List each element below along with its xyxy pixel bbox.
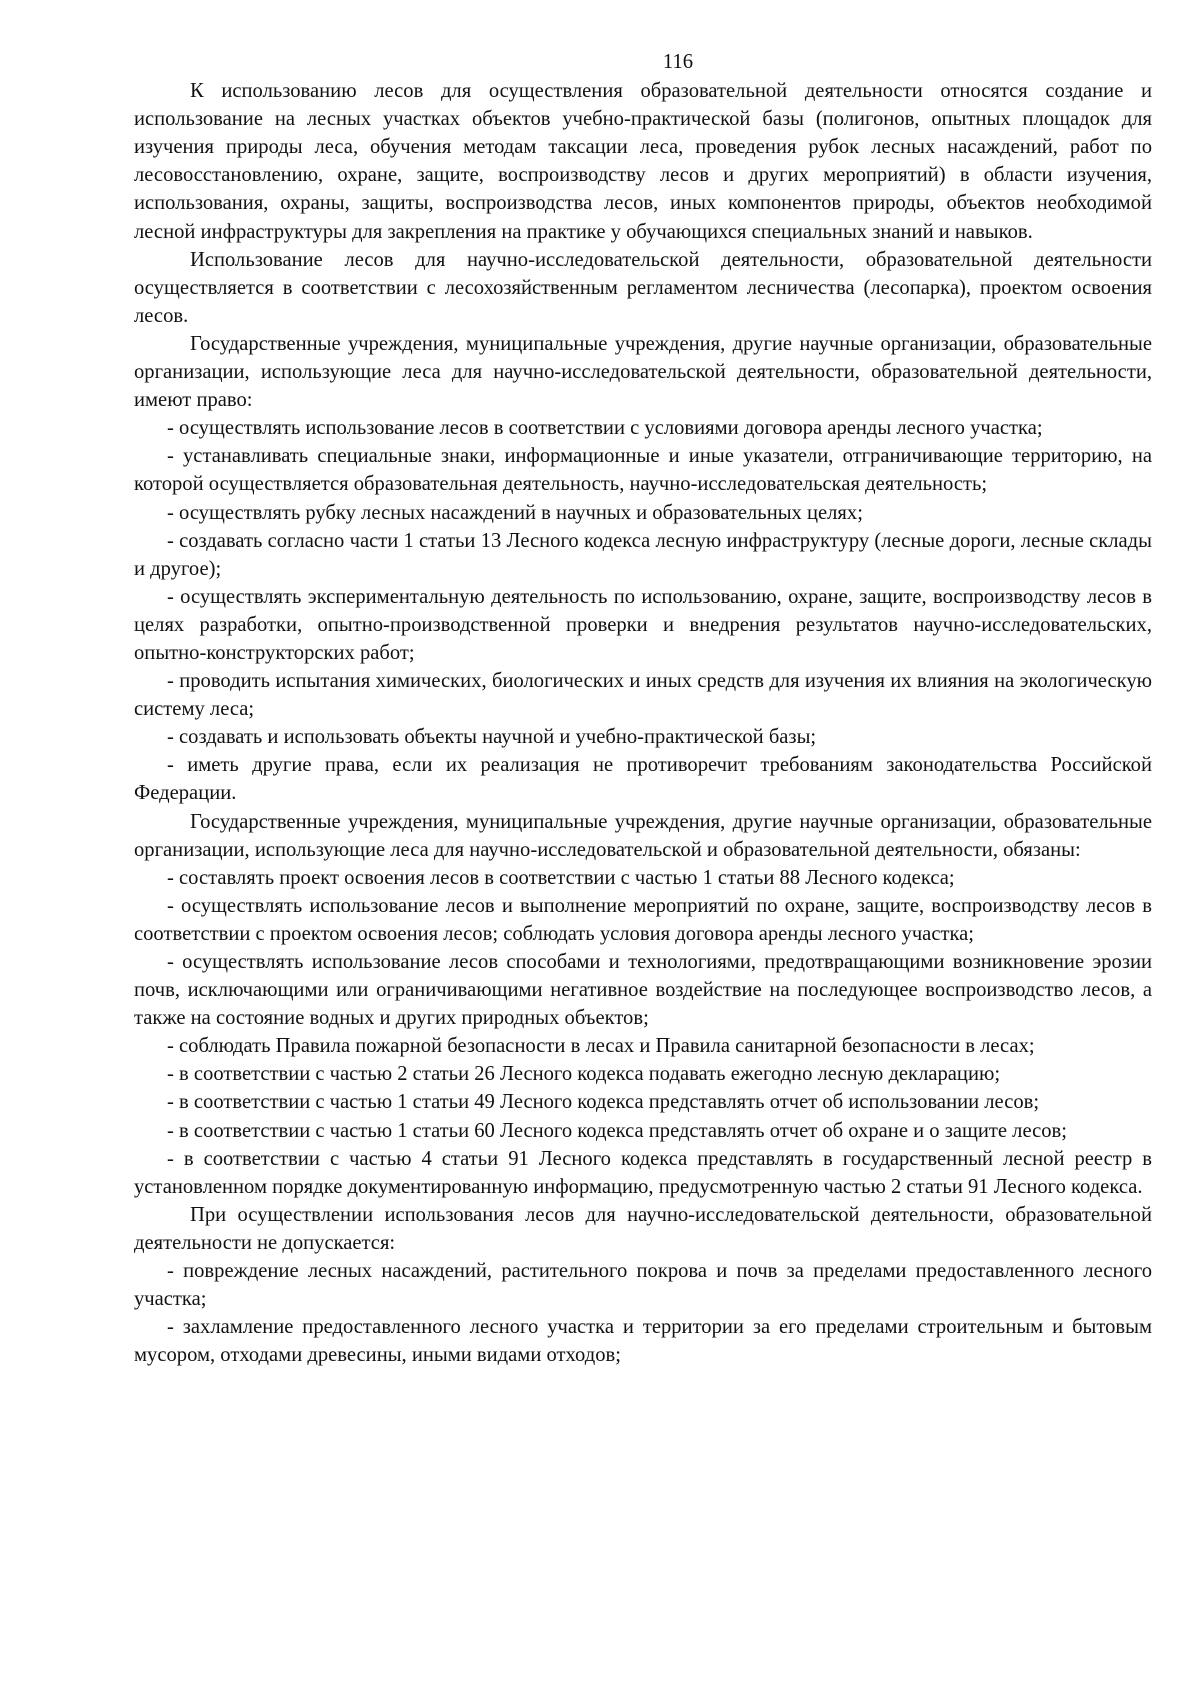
page-number: 116 [662,51,694,73]
list-item-right: - осуществлять экспериментальную деятельность по использованию, охране, защите, воспроизводству лесов в целях разработки, опытно-производственной проверки и внедрения результатов научно-исследовательских, опытно-конструкторских работ; [134,585,1152,664]
paragraph-obligations-intro: Государственные учреждения, муниципальные учреждения, другие научные организации, образовательные организации, использующие леса для научно-исследовательской и образовательной деятельности, обязаны: [134,810,1152,861]
list-item-right: - создавать согласно части 1 статьи 13 Лесного кодекса лесную инфраструктуру (лесные дороги, лесные склады и другое); [134,529,1152,580]
list-item-obligation: - осуществлять использование лесов способами и технологиями, предотвращающими возникновение эрозии почв, исключающими или ограничивающими негативное воздействие на последующее воспроизводство лесов, а также на состояние водных и других природных объектов; [134,951,1152,1030]
list-item-right: - проводить испытания химических, биологических и иных средств для изучения их влияния на экологическую систему леса; [134,670,1152,721]
document-page [134,48,1152,1369]
paragraph-rights-intro: Государственные учреждения, муниципальные учреждения, другие научные организации, образовательные организации, использующие леса для научно-исследовательской деятельности, образовательной деятельности, имеют право: [134,332,1152,412]
list-item-prohibition: - захламление предоставленного лесного участка и территории за его пределами строительным и бытовым мусором, отходами древесины, иными видами отходов; [134,1316,1152,1367]
list-item-obligation: - в соответствии с частью 1 статьи 60 Лесного кодекса представлять отчет об охране и о защите лесов; [167,1119,1067,1142]
list-item-right: - создавать и использовать объекты научной и учебно-практической базы; [167,726,817,749]
list-item-right: - устанавливать специальные знаки, информационные и иные указатели, отграничивающие территорию, на которой осуществляется образовательная деятельность, научно-исследовательская деятельность; [134,445,1152,496]
list-item-obligation: - соблюдать Правила пожарной безопасности в лесах и Правила санитарной безопасности в лесах; [167,1035,1035,1058]
list-item-right: - осуществлять рубку лесных насаждений в научных и образовательных целях; [167,501,863,524]
list-item-obligation: - в соответствии с частью 1 статьи 49 Лесного кодекса представлять отчет об использовании лесов; [167,1091,1040,1114]
list-item-right: - осуществлять использование лесов в соответствии с условиями договора аренды лесного участка; [167,417,1043,440]
list-item-obligation: - составлять проект освоения лесов в соответствии с частью 1 статьи 88 Лесного кодекса; [167,866,955,889]
paragraph-prohibitions-intro: При осуществлении использования лесов для научно-исследовательской деятельности, образовательной деятельности не допускается: [134,1203,1152,1254]
list-item-obligation: - в соответствии с частью 4 статьи 91 Лесного кодекса представлять в государственный лесной реестр в установленном порядке документированную информацию, предусмотренную частью 2 статьи 91 Лесного кодекса. [134,1147,1152,1198]
paragraph-education-use: К использованию лесов для осуществления образовательной деятельности относятся создание и использование на лесных участках объектов учебно-практической базы (полигонов, опытных площадок для изучения природы леса, обучения методам таксации леса, проведения рубок лесных насаждений, работ по лесовосстановлению, охране, защите, воспроизводству лесов и других мероприятий) в области изучения, использования, охраны, защиты, воспроизводства лесов, иных компонентов природы, объектов необходимой лесной инфраструктуры для закрепления на практике у обучающихся специальных знаний и навыков. [134,80,1152,243]
list-item-prohibition: - повреждение лесных насаждений, растительного покрова и почв за пределами предоставленного лесного участка; [134,1260,1152,1311]
list-item-obligation: - в соответствии с частью 2 статьи 26 Лесного кодекса подавать ежегодно лесную декларацию; [167,1063,1001,1086]
list-item-right: - иметь другие права, если их реализация не противоречит требованиям законодательства Российской Федерации. [134,754,1152,805]
paragraph-research-use: Использование лесов для научно-исследовательской деятельности, образовательной деятельности осуществляется в соответствии с лесохозяйственным регламентом лесничества (лесопарка), проектом освоения лесов. [134,248,1152,327]
list-item-obligation: - осуществлять использование лесов и выполнение мероприятий по охране, защите, воспроизводству лесов в соответствии с проектом освоения лесов; соблюдать условия договора аренды лесного участка; [134,894,1152,945]
